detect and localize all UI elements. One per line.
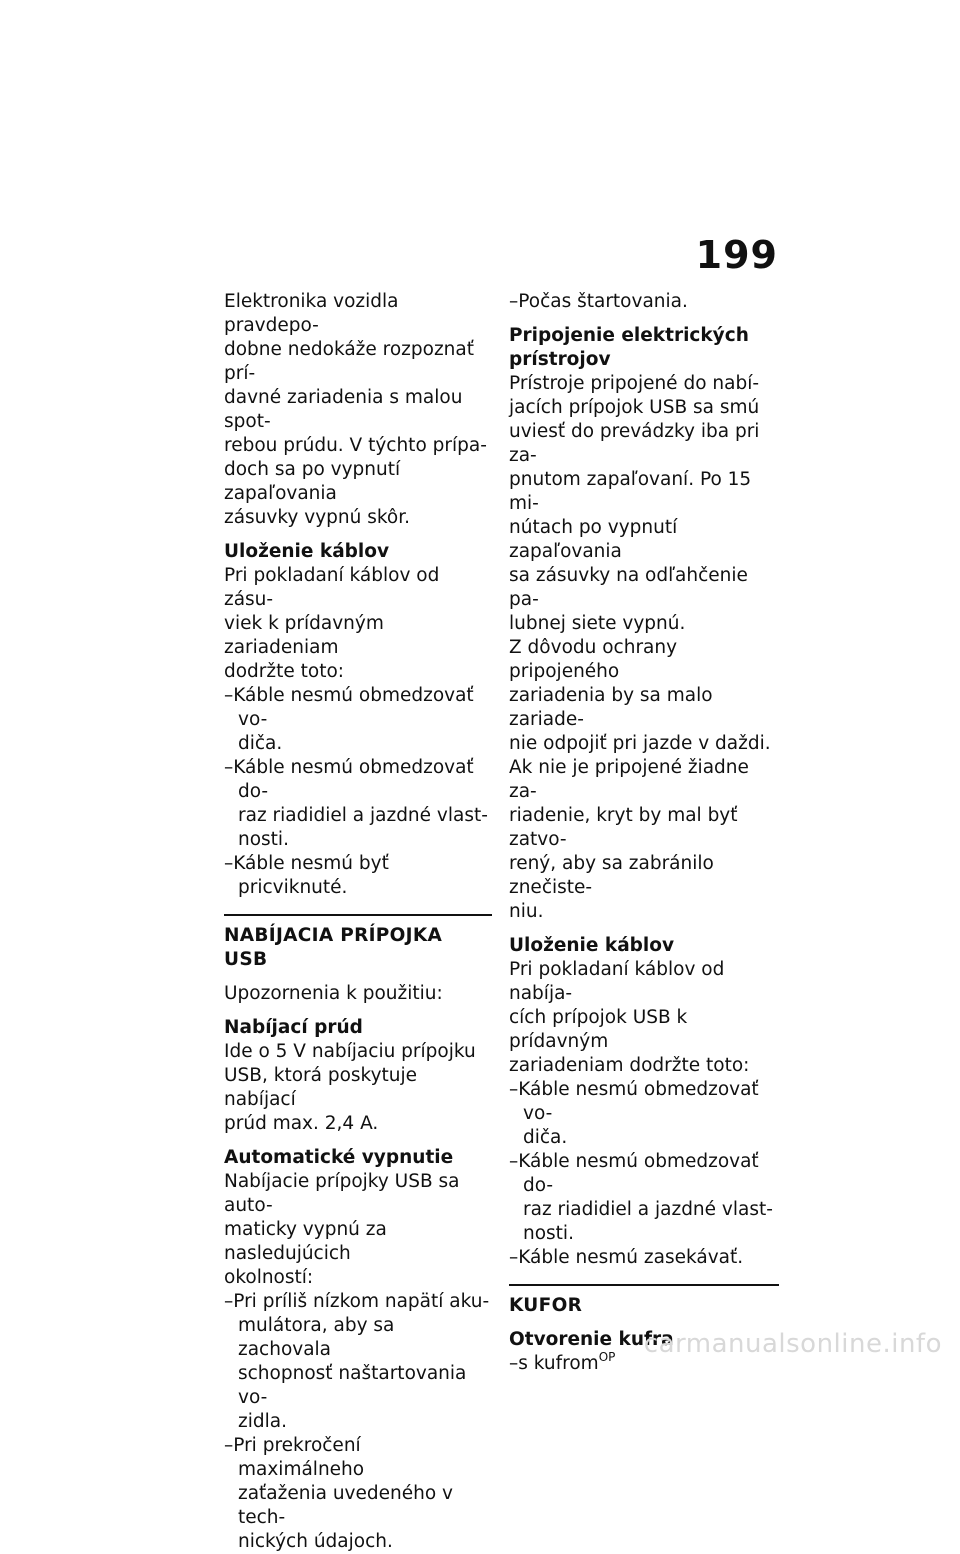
list-item: –Káble nesmú zasekávať. <box>509 1247 744 1268</box>
usb-cables-heading: Uloženie káblov <box>509 935 675 956</box>
page-number: 199 <box>695 233 778 277</box>
list-item: –Káble nesmú obmedzovať vo- diča. <box>509 1079 759 1148</box>
charge-heading: Nabíjací prúd <box>224 1017 363 1038</box>
protection-paragraph: Z dôvodu ochrany pripojeného zariadenia by sa malo zariade- nie odpojiť pri jazde v daždi. <box>509 637 771 754</box>
list-item: –Káble nesmú byť pricviknuté. <box>224 853 389 898</box>
list-item: –Káble nesmú obmedzovať do- raz riadidiel a jazdné vlast- nosti. <box>224 757 488 850</box>
usb-section-title: NABÍJACIA PRÍPOJKA USB <box>224 925 443 970</box>
cables-heading: Uloženie káblov <box>224 541 390 562</box>
open-case-heading: Otvorenie kufra <box>509 1329 674 1350</box>
kufor-section-divider <box>509 1284 779 1318</box>
usb-section-divider <box>224 914 492 972</box>
list-item: –Káble nesmú obmedzovať do- raz riadidiel a jazdné vlast- nosti. <box>509 1151 773 1244</box>
right-column <box>509 290 779 1376</box>
list-item: –Pri prekročení maximálneho zaťaženia uvedeného v tech- nických údajoch. <box>224 1435 453 1552</box>
intro-paragraph: Elektronika vozidla pravdepo- dobne nedokáže rozpoznať prí- davné zariadenia s malou spot- rebou prúdu. V týchto prípa- doch sa po vypnutí zapaľovania zásuvky vypnú skôr. <box>224 291 487 528</box>
connect-paragraph: Prístroje pripojené do nabí- jacích prípojok USB sa smú uviesť do prevádzky iba pri za- pnutom zapaľovaní. Po 15 mi- nútach po vypnutí zapaľovania sa zásuvky na odľahčenie pa- lubnej siete vypnú. <box>509 373 760 634</box>
cover-paragraph: Ak nie je pripojené žiadne za- riadenie, kryt by mal byť zatvo- rený, aby sa zabránilo znečiste- niu. <box>509 757 749 922</box>
list-item: –s kufrom$^{OP}$ <box>509 1350 616 1374</box>
option-superscript: OP <box>598 1350 616 1364</box>
watermark: carmanualsonline.info <box>643 1329 942 1359</box>
connect-heading: Pripojenie elektrických prístrojov <box>509 325 749 370</box>
list-item: –Pri príliš nízkom napätí aku- mulátora, aby sa zachovala schopnosť naštartovania vo- zidla. <box>224 1291 490 1432</box>
charge-paragraph: Ide o 5 V nabíjaciu prípojku USB, ktorá poskytuje nabíjací prúd max. 2,4 A. <box>224 1041 476 1134</box>
usb-cables-paragraph: Pri pokladaní káblov od nabíja- cích prípojok USB k prídavným zariadeniam dodržte toto: <box>509 959 750 1076</box>
auto-off-paragraph: Nabíjacie prípojky USB sa auto- maticky vypnú za nasledujúcich okolností: <box>224 1171 460 1288</box>
cables-paragraph: Pri pokladaní káblov od zásu- viek k prídavným zariadeniam dodržte toto: <box>224 565 440 682</box>
kufor-section-title: KUFOR <box>509 1295 583 1316</box>
auto-off-heading: Automatické vypnutie <box>224 1147 454 1168</box>
list-item: –Káble nesmú obmedzovať vo- diča. <box>224 685 474 754</box>
usb-note: Upozornenia k použitiu: <box>224 983 443 1004</box>
list-item: –Počas štartovania. <box>509 291 688 312</box>
left-column <box>224 290 492 1554</box>
